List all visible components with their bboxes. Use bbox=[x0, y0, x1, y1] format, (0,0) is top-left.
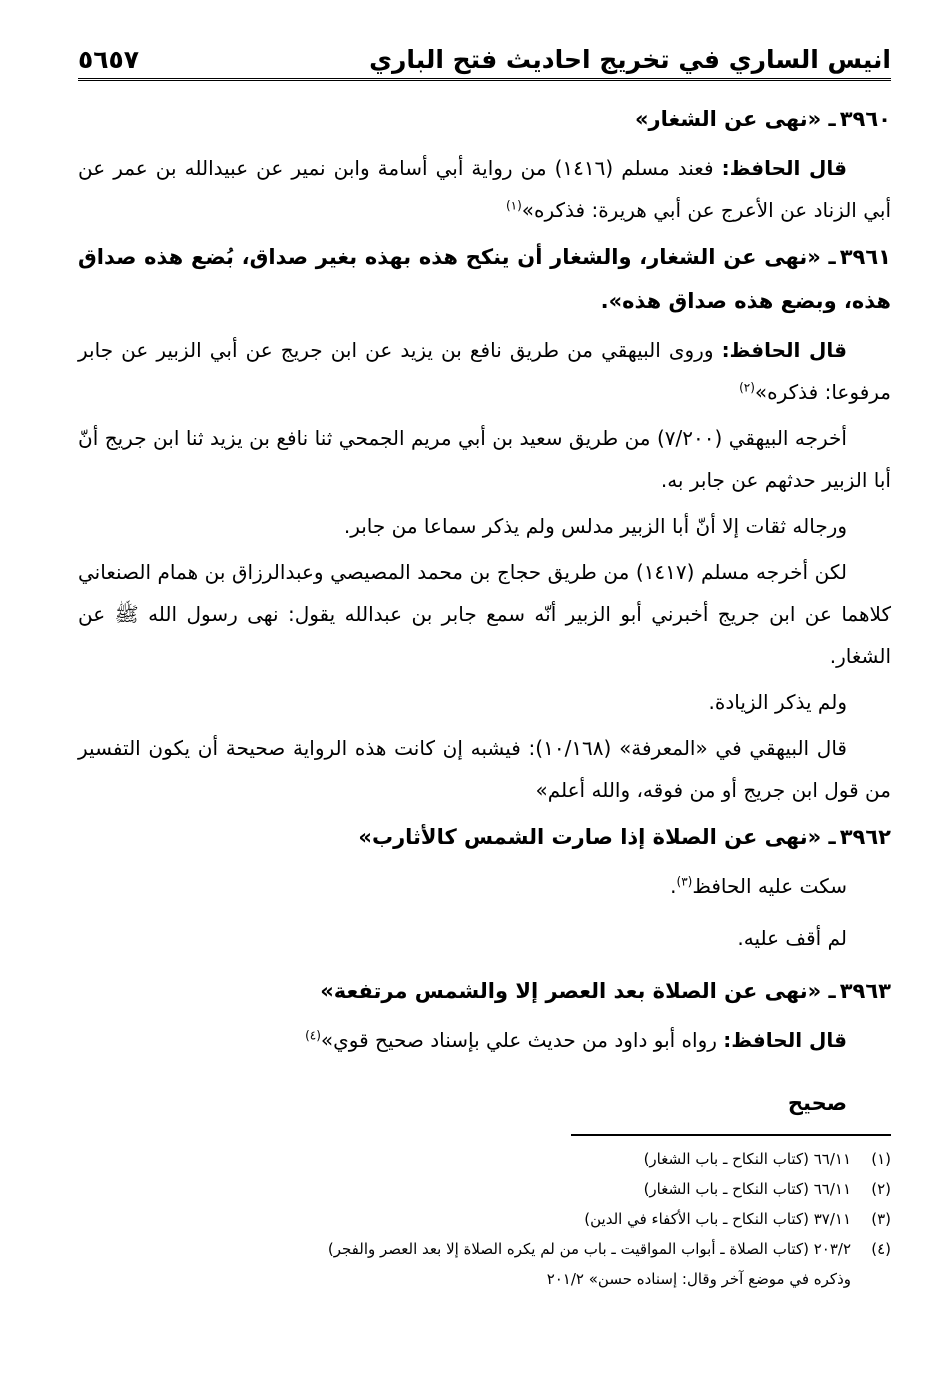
hadith-text: ـ «نهى عن الصلاة بعد العصر إلا والشمس مرتفعة» bbox=[320, 979, 836, 1003]
footnote-number: (٢) bbox=[871, 1180, 891, 1198]
footnote-continuation: وذكره في موضع آخر وقال: إسناده حسن» ٢٠١/٢ bbox=[546, 1270, 851, 1288]
page-header bbox=[78, 30, 891, 81]
footnote-divider bbox=[571, 1134, 891, 1136]
footnote-text: ٢٠٣/٢ (كتاب الصلاة ـ أبواب المواقيت ـ باب من لم يكره الصلاة إلا بعد العصر والفجر) bbox=[327, 1240, 851, 1258]
footnote-text: ٦٦/١١ (كتاب النكاح ـ باب الشغار) bbox=[643, 1180, 851, 1198]
hadith-3961-title bbox=[78, 235, 891, 323]
footnote-number: (١) bbox=[871, 1150, 891, 1168]
hafiz-comment-3963 bbox=[78, 1019, 891, 1061]
takhrij-paragraph: ورجاله ثقات إلا أنّ أبا الزبير مدلس ولم يذكر سماعا من جابر. bbox=[343, 514, 847, 538]
hafiz-label: قال الحافظ: bbox=[723, 1028, 847, 1052]
comment-text: فعند مسلم (١٤١٦) من رواية أبي أسامة وابن نمير عن عبيدالله بن عمر عن أبي الزناد عن الأعرج عن أبي هريرة: فذكره» bbox=[78, 156, 891, 222]
takhrij-paragraph: لكن أخرجه مسلم (١٤١٧) من طريق حجاج بن محمد المصيصي وعبدالرزاق بن همام الصنعاني كلاهما عن ابن جريج أخبرني أبو الزبير أنّه سمع جابر بن عبدالله يقول: نهى رسول الله ﷺ عن الشغار. bbox=[78, 560, 891, 668]
footnote-ref-1: (١) bbox=[505, 198, 522, 213]
footnote-item bbox=[78, 1234, 891, 1264]
footnote-ref-4: (٤) bbox=[305, 1028, 321, 1043]
footnote-item bbox=[78, 1174, 891, 1204]
footnote-number: (٣) bbox=[871, 1210, 891, 1228]
paragraph-text: سكت عليه الحافظ bbox=[692, 874, 847, 898]
footnote-item bbox=[78, 1144, 891, 1174]
comment-text: وروى البيهقي من طريق نافع بن يزيد عن ابن جريج عن أبي الزبير عن جابر مرفوعا: فذكره» bbox=[78, 338, 891, 404]
hadith-3962-title bbox=[78, 815, 891, 859]
hadith-number: ٣٩٦١ bbox=[839, 245, 891, 269]
hafiz-label: قال الحافظ: bbox=[721, 338, 847, 362]
footnotes bbox=[78, 1134, 891, 1294]
takhrij-paragraph bbox=[78, 865, 891, 907]
footnote-text: ٦٦/١١ (كتاب النكاح ـ باب الشغار) bbox=[643, 1150, 851, 1168]
comment-text: رواه أبو داود من حديث علي بإسناد صحيح قوي» bbox=[320, 1028, 717, 1052]
footnote-text: ٣٧/١١ (كتاب النكاح ـ باب الأكفاء في الدين) bbox=[584, 1210, 851, 1228]
hadith-text: ـ «نهى عن الشغار» bbox=[634, 107, 836, 131]
hadith-3960-title bbox=[78, 97, 891, 141]
running-title: انيس الساري في تخريج احاديث فتح الباري bbox=[369, 45, 891, 74]
verdict: صحيح bbox=[787, 1091, 847, 1115]
takhrij-paragraph: أخرجه البيهقي (٧/٢٠٠) من طريق سعيد بن أبي مريم الجمحي ثنا نافع بن يزيد ثنا ابن جريج أنّ أبا الزبير حدثهم عن جابر به. bbox=[78, 426, 891, 492]
paragraph-end: . bbox=[670, 874, 677, 898]
hadith-number: ٣٩٦٣ bbox=[839, 979, 891, 1003]
hadith-number: ٣٩٦٢ bbox=[839, 825, 891, 849]
hafiz-comment-3961 bbox=[78, 329, 891, 413]
hafiz-label: قال الحافظ: bbox=[721, 156, 848, 180]
footnote-ref-2: (٢) bbox=[739, 380, 755, 395]
page-content bbox=[78, 81, 891, 1125]
hadith-text: ـ «نهى عن الشغار، والشغار أن ينكح هذه بهذه بغير صداق، بُضع هذه صداق هذه، وبضع هذه صداق هذه». bbox=[78, 245, 891, 313]
hadith-3963-title bbox=[78, 969, 891, 1013]
hadith-number: ٣٩٦٠ bbox=[839, 107, 891, 131]
hafiz-comment-3960 bbox=[78, 147, 891, 231]
hadith-text: ـ «نهى عن الصلاة إذا صارت الشمس كالأثارب» bbox=[358, 825, 836, 849]
footnote-ref-3: (٣) bbox=[676, 874, 693, 889]
footnote-number: (٤) bbox=[871, 1240, 891, 1258]
takhrij-paragraph: ولم يذكر الزيادة. bbox=[708, 690, 847, 714]
takhrij-paragraph: قال البيهقي في «المعرفة» (١٠/١٦٨): فيشبه إن كانت هذه الرواية صحيحة أن يكون التفسير من قول ابن جريج أو من فوقه، والله أعلم» bbox=[78, 736, 891, 802]
page-number: ٥٦٥٧ bbox=[78, 45, 140, 74]
takhrij-paragraph: لم أقف عليه. bbox=[737, 926, 847, 950]
footnote-item bbox=[78, 1204, 891, 1234]
